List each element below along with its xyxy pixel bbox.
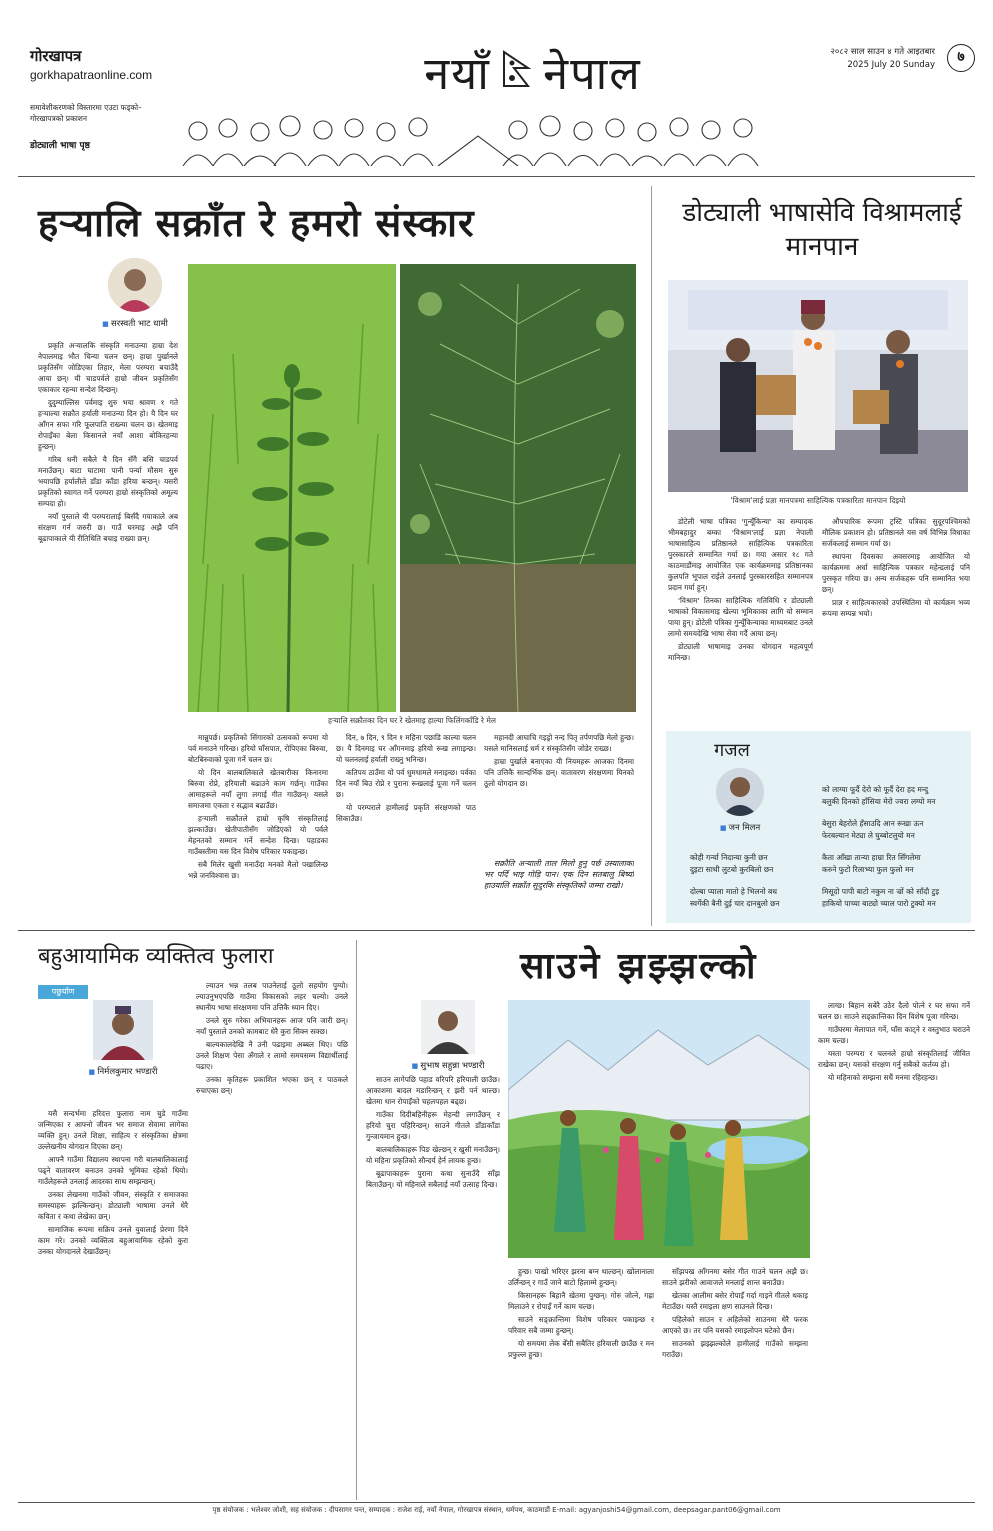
verse-line: को लाग्या फूर्दै देरो को फूर्दै देरा हद मन्दु: [822, 785, 929, 794]
masthead-rule: [18, 176, 975, 177]
paragraph: साउन लागेपछि पहाड वरिपरि हरियाली छाउँछ। आकाशमा बादल मडारिन्छन् र झरी पर्न थाल्छ। खेतमा धान रोपाइँको चहलपहल बढ्छ।: [366, 1075, 500, 1106]
bahu-headline: बहुआयामिक व्यक्तित्व फुलारा: [38, 944, 274, 969]
stamp-label: पछुर्याण: [38, 985, 88, 999]
author-photo: [108, 258, 162, 312]
verse-line: कैता आँखा तान्या हाम्रा रित सिँगलेमा: [822, 853, 921, 862]
paragraph: उनका कृतिहरू प्रकाशित भएका छन् र पाठकले रुचाएका छन्।: [196, 1075, 348, 1095]
paper-url[interactable]: gorkhapatraonline.com: [30, 68, 153, 82]
author-photo: [421, 1000, 475, 1054]
main-col-1: [38, 340, 178, 915]
ghazal-left-verses: [690, 852, 815, 910]
verse-line: कोही गर्न्या निदान्या कुनी छन: [690, 853, 768, 862]
paragraph: मान्नुपर्छ। प्रकृतिको सिंगारको उत्सवको रूपमा यो पर्व मनाउने गरिन्छ। हरियो घाँसपात, रोपिएका बिरुवा, बोटबिरुवाको पूजा गर्ने चलन छ।: [188, 733, 328, 764]
ghazal-author: [690, 768, 790, 833]
bahu-author: [58, 1000, 188, 1077]
paragraph: गाउँघरमा मेलापात गर्ने, घाँस काट्ने र वस्तुभाउ चराउने काम चल्छ।: [818, 1025, 970, 1045]
paragraph: नयाँ पुस्ताले यी परम्परालाई बिर्सँदै गयाकाले अब संरक्षण गर्न जरुरी छ। गाउँ घरमाइ अझै पनि बूढापाकाले यी रीतिथिति बचाइ राख्या छन्।: [38, 512, 178, 543]
paragraph: साउने सङ्क्रान्तिमा विशेष परिकार पकाइन्छ र परिवार सबै जम्मा हुन्छन्।: [508, 1315, 654, 1335]
paragraph: हाम्रा पुर्खाले बनाएका यी नियमहरू आजका दिनमा पनि उत्तिकै सान्दर्भिक छन्। वातावरण संरक्षणमा यिनको ठूलो योगदान छ।: [484, 757, 634, 788]
saune-headline: साउने झझ्झल्को: [520, 945, 759, 987]
paragraph: गाउँका दिदीबहिनीहरू मेहन्दी लगाउँछन् र हरियो चुरा पहिरिन्छन्। साउने गीतले डाँडाकाँडा गुन्जायमान हुन्छ।: [366, 1110, 500, 1141]
photo-green-plant: [188, 264, 396, 712]
ghazal-title: गजल: [714, 740, 750, 761]
paragraph: दिन, ७ दिन, ९ दिन १ महिना पछाडि काल्या चलन छ। यै दिनमाइ घर आँगनमाइ हरियो रूख लगाइन्छ। यो चलनलाई हर्याली राख्नु भनिन्छ।: [336, 733, 476, 764]
paragraph: खेतका आलीमा बसेर रोपाइँ गर्दा गाइने गीतले थकाइ मेटाउँछ। यस्तै रमाइला क्षण साउनले दिन्छ।: [662, 1291, 808, 1311]
paragraph: लाग्छ। बिहान सबेरै उठेर दैलो पोत्ने र घर सफा गर्ने चलन छ। साउने सङ्क्रान्तिका दिन विशेष पूजा गरिन्छ।: [818, 1001, 970, 1021]
verse-line: बलुकी दिनको हाँसिया मेरो ज्वरा लग्यो मन: [822, 797, 936, 806]
masthead: [18, 18, 975, 166]
paragraph: सामाजिक रूपमा सक्रिय उनले युवालाई प्रेरणा दिने काम गरे। उनको व्यक्तित्व बहुआयामिक रहेको कुरा उनका योगदानले देखाउँछन्।: [38, 1225, 188, 1256]
paragraph: यसै सन्दर्भमा हरिदत्त फुलारा नाम चुडे गाउँमा जन्मिएका र आफ्नो जीवन भर समाज सेवामा लागेका व्यक्ति हुन्। उनले शिक्षा, साहित्य र संस्कृतिका क्षेत्रमा उल्लेखनीय योगदान दिएका छन्।: [38, 1109, 188, 1151]
ghazal-right-verses: [822, 784, 970, 910]
paragraph: औपचारिक रूपमा ट्रस्टि पत्रिका सुदूरपश्चिमको मौलिक प्रकाशन हो। प्रतिष्ठानले यस वर्ष विभिन्न विधाका सर्जकलाई सम्मान गर्या छ।: [822, 517, 970, 548]
paragraph: हऱ्याली सक्रौतले हाम्रो कृषि संस्कृतिलाई झल्काउँछ। खेतीपातीसँग जोडिएको यो पर्वले मेहनतको सम्मान गर्ने सन्देश दिन्छ। पहाडका गाउँबस्तीमा यस दिन विशेष परिकार पकाइन्छ।: [188, 814, 328, 856]
verse-line: बेसुरा बेहरोले हँसाउदि आन रूखा ऊन: [822, 819, 924, 828]
spacer: [822, 808, 970, 818]
paragraph: यस्ता परम्परा र चलनले हाम्रो संस्कृतिलाई जीवित राखेका छन्। यसको संरक्षण गर्नु सबैको कर्तव्य हो।: [818, 1049, 970, 1069]
masthead-left: [30, 46, 190, 151]
footer-rule: [18, 1502, 975, 1503]
verse-line: स्वर्गेकी बैनी दुई चार दानबुलो छन: [690, 899, 780, 908]
paragraph: बाल्यकालदेखि नै उनी पढाइमा अब्बल थिए। पछि उनले शिक्षण पेसा अँगाले र लामो समयसम्म विद्यार्थीलाई पढाए।: [196, 1040, 348, 1071]
side-headline: डोट्याली भाषासेवि विश्रामलाई मानपान: [682, 198, 962, 262]
author-name: ■ जन मिलन: [690, 822, 790, 833]
saune-col-2: [508, 1266, 654, 1500]
illustration-saune-women: [508, 1000, 810, 1258]
paragraph: 'विश्राम' तिनका साहित्यिक गतिविधि र डोट्याली भाषाको विकासमाइ खेल्या भूमिकाका लागि यो सम्मान पाया हुन्। डोटेली पत्रिका गुन्यूँकिन्याका माध्यमबाट उनले लामो समयदेखि भाषा सेवा गर्दै आया छन्।: [668, 596, 813, 638]
paragraph: बूढापाकाहरू पुराना कथा सुनाउँदै साँझ बिताउँछन्। यो महिनाले सबैलाई नयाँ उत्साह दिन्छ।: [366, 1169, 500, 1189]
main-author: [80, 258, 190, 329]
paragraph: किसानहरू बिहानै खेतमा पुग्छन्। गोरु जोत्ने, गह्रा मिलाउने र रोपाइँ गर्ने काम चल्छ।: [508, 1291, 654, 1311]
paragraph: यो समयमा लेक बेँसी सबैतिर हरियाली छाउँछ र मन प्रफुल्ल हुन्छ।: [508, 1339, 654, 1359]
paragraph: यो महिनाको सम्झना सधैं मनमा रहिरहन्छ।: [828, 1073, 938, 1082]
main-headline: हऱ्यालि सक्राँत रे हमरो संस्कार: [38, 200, 475, 245]
paragraph: गरिब धनी सबैले यै दिन सँगै बसि चाडपर्व मनाउँछन्। बाटा घाटामा पानी पर्न्या मौसम सुरु भयापछि हर्यालीले डाँडा काँडा हरिया बन्छन्। यसरी प्रकृतिको स्वागत गर्ने परम्परा हाम्रो संस्कृतिको अमूल्य सम्पदा हो।: [38, 455, 178, 508]
verse-line: करुने फुटो रिलाभ्या फुल फुलो मन: [822, 865, 914, 874]
spacer: [690, 876, 815, 886]
bahu-col-1: [38, 1108, 188, 1500]
paragraph: दुदुम्याल्लिस पर्वमाइ शुरु भया श्रावण १ गते हऱ्याल्या सक्रौत हर्याली मनाउन्या दिन हो। यै दिन घर आँगन सफा गरि फूलपाति राख्न्या चलन छ। खेतमाइ रोपाइँका बेला किसानले नयाँ आशा बोकिरहन्या हुन्छन्।: [38, 398, 178, 451]
paragraph: बालबालिकाहरू पिङ खेल्छन् र खुसी मनाउँछन्। यो महिना प्रकृतिको सौन्दर्य हेर्न लायक हुन्छ।: [366, 1145, 500, 1165]
main-col-3: [336, 732, 476, 926]
author-photo: [93, 1000, 153, 1060]
verse-line: मिसूदो पापी बाटो नकुम ना ज्रों को साँदौ टुइ: [822, 887, 940, 896]
saune-col-3: [662, 1266, 808, 1500]
paragraph: महानदी आघाचि गइड्रो नन्द पितृ तर्पणपछि मेलो हुन्छ। यसले मानिसलाई धर्म र संस्कृतिसँग जोडेर राख्छ।: [484, 733, 634, 753]
column-divider: [356, 940, 357, 1500]
main-col-2: [188, 732, 328, 926]
section-name: डोट्याली भाषा पृष्ठ: [30, 141, 90, 151]
verse-line: फेरबल्यान मेट्या ले घुब्बोटलुयो मन: [822, 831, 915, 840]
column-divider: [651, 186, 652, 926]
paragraph: सबै मिलेर खुसी मनाउँदा मनको मैलो पखालिन्छ भन्ने जनविश्वास छ।: [188, 860, 328, 880]
author-photo: [716, 768, 764, 816]
section-rule: [18, 930, 975, 931]
paragraph: यो दिन बालबालिकाले खेतबारीका किनारमा बिरुवा रोप्ने, हरियाली बढाउने काम गर्छन्। गाउँका आमाहरूले नयाँ लुगा लगाई गीत गाउँछन्। यसले समाजमा एकता र सद्भाव बढाउँछ।: [188, 768, 328, 810]
paragraph: ल्याउन भन्न तलब पाउनेलाई ठूलो सहयोग पुग्यो। ल्याउनुभएपछि गाउँमा विकासको लहर चल्यो। उनले स्थानीय भाषा संरक्षणमा पनि उत्तिकै ध्यान दिए।: [196, 981, 348, 1012]
date-nepali: २०८२ साल साउन ४ गते आइतबार: [830, 47, 935, 57]
paragraph: उनका लेखनमा गाउँको जीवन, संस्कृति र समाजका समस्याहरू झल्किन्छन्। डोट्याली भाषामा उनले धेरै कविता र कथा लेखेका छन्।: [38, 1190, 188, 1221]
date-english: 2025 July 20 Sunday: [847, 60, 935, 70]
side-col-1: [668, 516, 813, 726]
paragraph: कतिपय ठाउँमा यो पर्व धुमधामले मनाइन्छ। पर्वका दिन नयाँ बिउ रोप्ने र पुराना रूखलाई पूजा गर्ने चलन छ।: [336, 768, 476, 799]
paragraph: प्रकृति अऱ्यालकि संस्कृति मनाउन्या हाम्रा देश नेपालमाइ भौत चिन्या चलन छन्। हाम्रा पुर्खानले प्रकृतिसँग जोडिएका तिहार, मेला परम्परा बचाउँदै आया छन्। यी चाडपर्वले हाम्रो जीवन प्रकृतिसँग एकाकार रहन्या सन्देश दिन्छन्।: [38, 341, 178, 394]
paragraph: हुन्छ। पाखो भरिएर झरना बग्न थाल्छन्। खोलानाला उर्लिन्छन् र गाउँ जाने बाटो हिलाम्मे हुन्छन्।: [508, 1267, 654, 1287]
author-name: ■ सुभाष सहुन्ना भण्डारी: [388, 1060, 508, 1071]
paragraph: यो परम्पराले हामीलाई प्रकृति संरक्षणको पाठ सिकाउँछ।: [336, 803, 476, 823]
nepal-flag-icon: [502, 50, 532, 94]
paper-name: गोरखापत्र: [30, 47, 82, 65]
paragraph: प्राज्ञ र साहित्यकारको उपस्थितिमा यो कार्यक्रम भव्य रूपमा सम्पन्न भयो।: [822, 598, 970, 618]
crowd-illustration: [178, 106, 778, 166]
saune-col-4: [818, 1000, 970, 1500]
author-name: ■ सरस्वती भाट धामी: [80, 318, 190, 329]
bahu-col-2: [196, 980, 348, 1500]
photo-fern-plant: [400, 264, 636, 712]
paragraph: स्थापना दिवसका अवसरमाइ आयोजित यो कार्यक्रममा अर्धा साहित्यिक पत्रकार महेन्द्रलाई पनि पुरस्कृत गरिया छ। अन्य सर्जकहरू पनि सम्मानित भया छन्।: [822, 552, 970, 594]
paragraph: डोटेली भाषा पत्रिका 'गुन्यूँकिन्या' का सम्पादक भीमबहादुर बम्का 'विश्राम'लाई प्रज्ञा नेपाली भाषासाहित्य प्रतिष्ठानले साहित्यिक पत्रकारिता पुरस्कारले सम्मानित गर्या छ। गया असार १८ गते काठमाडौंमाइ आयोजित एक कार्यक्रममाइ प्रतिष्ठानका कुलपति भूपाल राईले उनलाई पुरस्कारसहित सम्मानपत्र प्रदान गर्या हुन्।: [668, 517, 813, 592]
verse-line: दुइटा साथी लुटबो कुरबिलो छन: [690, 865, 774, 874]
footer-credits: पृष्ठ संयोजक : भलेश्वर जोशी, सह संयोजक : दीपसागर पन्त, सम्पादक : राजेश राई, नयाँ नेपाल, गोरखापत्र संस्थान, धर्मपथ, काठमाडौं E-mail: agyanjoshi54@gmail.com, deepsagar.pant06@gmail.com: [212, 1506, 781, 1514]
paragraph: साउनको झझ्झल्कोले हामीलाई गाउँको सम्झना गराउँछ।: [662, 1339, 808, 1359]
paper-tagline: समावेशीकरणको विस्तारमा एउटा फड्को– गोरखापत्रको प्रकाशन: [30, 103, 142, 123]
verse-line: हाकियो पाच्या बाट्यो च्याल पारो टुक्यो मन: [822, 899, 936, 908]
photo-award-ceremony: [668, 280, 968, 492]
paragraph: डोट्याली भाषामाइ उनका योगदान महत्वपूर्ण मानिन्छ।: [668, 642, 813, 662]
page-number: ७: [947, 44, 975, 72]
paragraph: पहिलेको साउन र अहिलेको साउनमा धेरै फरक आएको छ। तर पनि यसको रमाइलोपन घटेको छैन।: [662, 1315, 808, 1335]
author-name: ■ निर्मलकुमार भण्डारी: [58, 1066, 188, 1077]
paragraph: उनले सुरु गरेका अभियानहरू आज पनि जारी छन्। नयाँ पुस्ताले उनको कामबाट धेरै कुरा सिक्न सक्छ।: [196, 1016, 348, 1036]
main-pullquote: [484, 858, 634, 926]
spacer: [822, 876, 970, 886]
title-left: नयाँ: [424, 47, 491, 100]
paragraph: साँझपख आँगनमा बसेर गीत गाउने चलन अझै छ। साउने झरीको आवाजले मनलाई शान्त बनाउँछ।: [662, 1267, 808, 1287]
masthead-date: [775, 46, 935, 72]
masthead-title: [398, 44, 668, 104]
saune-col-1: [366, 1074, 500, 1500]
main-col-4: [484, 732, 634, 852]
side-photo-caption: 'विश्राम'लाई प्रज्ञा मानपत्रमा साहित्यिक पत्रकारिता मानपान दिइयो: [730, 496, 906, 505]
pullquote-text: सक्रौति अऱ्याली ताल मिलो हुनु पर्छ उस्यालाका भर पर्दि भाइ गोड़ि पान। एक दिन सतबालु बिर्ष्या हाउयालि सक्राँत सुदुरकि संस्कृतिको जम्मा राखो।: [484, 859, 634, 890]
verse-line: दोल्बा प्याला मातो हे भिलनो बध: [690, 887, 777, 896]
saune-author: [388, 1000, 508, 1071]
paragraph: आफ्नै गाउँमा विद्यालय स्थापना गरी बालबालिकालाई पढ्ने वातावरण बनाउन उनको भूमिका रहेको थियो। गाउँलेहरूले उनलाई आदरका साथ सम्झन्छन्।: [38, 1155, 188, 1186]
spacer: [822, 842, 970, 852]
side-col-2: [822, 516, 970, 726]
title-right: नेपाल: [543, 47, 642, 100]
main-photo-caption: हऱ्यालि सक्रौतका दिन घर रे खेतमाइ हाल्या फिलिंगकाँडि रे मेल: [328, 716, 496, 725]
